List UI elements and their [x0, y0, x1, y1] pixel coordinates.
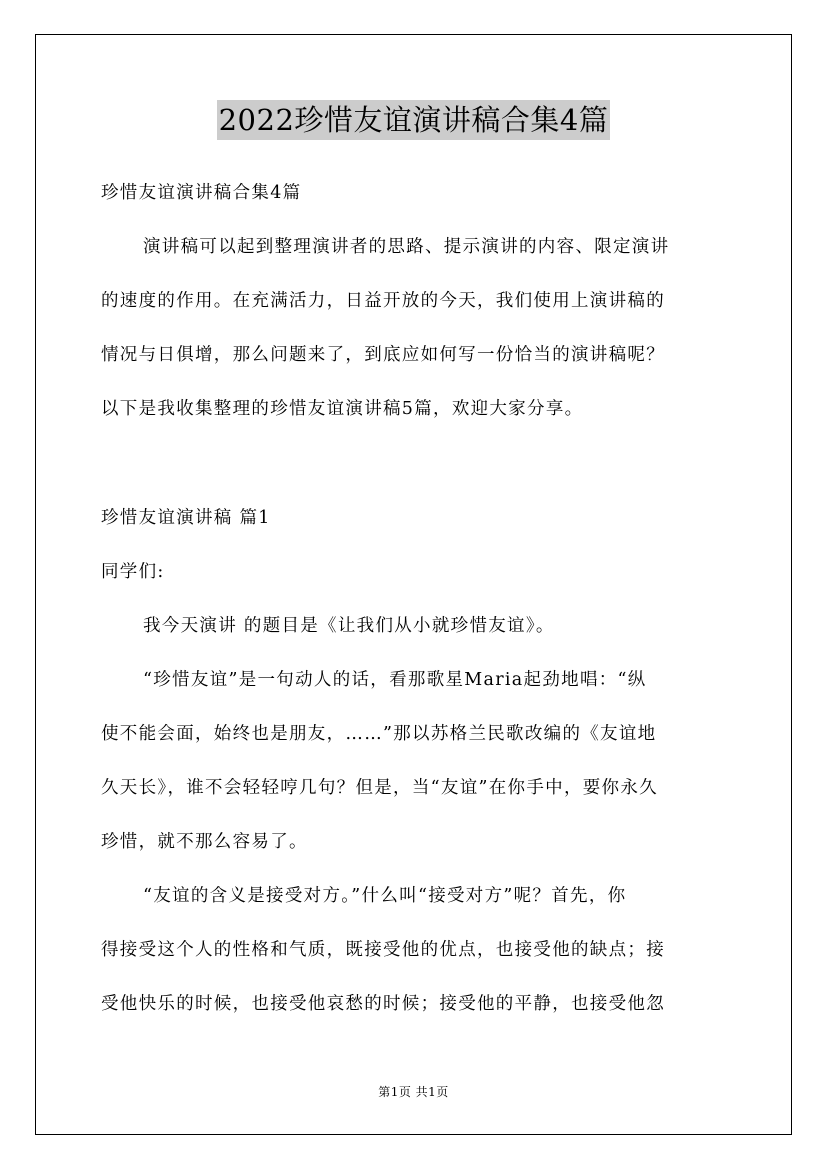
paragraph-line: 使不能会面，始终也是朋友，……”那以苏格兰民歌改编的《友谊地 [101, 724, 657, 744]
greeting: 同学们: [101, 562, 165, 582]
paragraph-line: “友谊的含义是接受对方。”什么叫“接受对方”呢？首先，你 [143, 886, 627, 906]
page-number-footer: 第1页 共1页 [378, 1085, 449, 1099]
section-heading: 珍惜友谊演讲稿 篇1 [101, 508, 271, 528]
intro-line: 的速度的作用。在充满活力，日益开放的今天，我们使用上演讲稿的 [101, 291, 665, 311]
paragraph-line: 久天长》，谁不会轻轻哼几句？但是，当“友谊”在你手中，要你永久 [101, 778, 658, 798]
title-container [0, 100, 827, 140]
intro-line: 以下是我收集整理的珍惜友谊演讲稿5篇，欢迎大家分享。 [101, 399, 584, 419]
paragraph-line: “珍惜友谊”是一句动人的话，看那歌星Maria起劲地唱：“纵 [143, 670, 647, 690]
document-subtitle: 珍惜友谊演讲稿合集4篇 [101, 183, 302, 203]
paragraph-line: 珍惜，就不那么容易了。 [101, 832, 308, 852]
paragraph-line: 我今天演讲 的题目是《让我们从小就珍惜友谊》。 [143, 616, 555, 636]
intro-line: 演讲稿可以起到整理演讲者的思路、提示演讲的内容、限定演讲 [143, 237, 670, 257]
intro-line: 情况与日俱增，那么问题来了，到底应如何写一份恰当的演讲稿呢？ [101, 345, 665, 365]
paragraph-line: 得接受这个人的性格和气质，既接受他的优点，也接受他的缺点；接 [101, 940, 665, 960]
document-title: 2022珍惜友谊演讲稿合集4篇 [217, 100, 611, 140]
paragraph-line: 受他快乐的时候，也接受他哀愁的时候；接受他的平静，也接受他忽 [101, 994, 665, 1014]
